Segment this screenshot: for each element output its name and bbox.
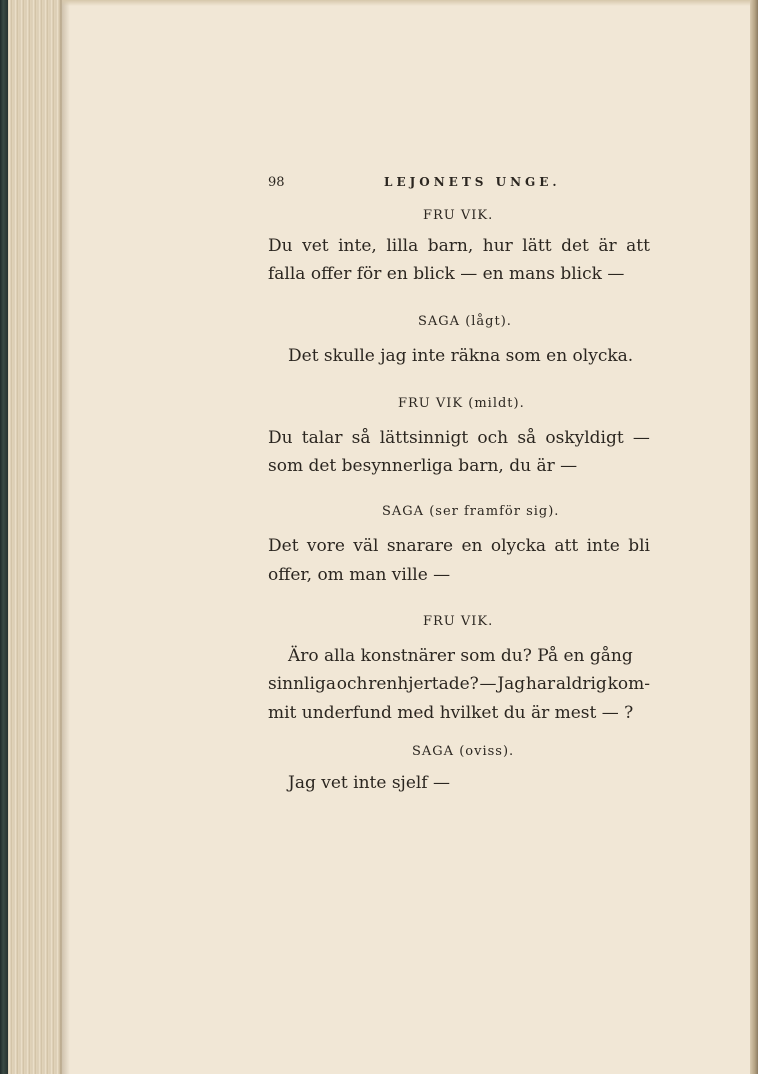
word: inte,	[338, 236, 377, 256]
page-right-edge	[750, 0, 758, 1074]
page-top-edge	[62, 0, 752, 6]
word: vore	[306, 536, 345, 556]
page-number: 98	[268, 175, 285, 190]
speaker-heading: SAGA (lågt).	[418, 314, 512, 329]
word: talar	[301, 428, 343, 448]
word: kom-	[607, 674, 650, 694]
word: är	[598, 236, 617, 256]
dialogue-line	[268, 428, 650, 448]
dialogue-line	[268, 536, 650, 556]
word: så	[517, 428, 537, 448]
gutter-shadow	[60, 0, 70, 1074]
word: vet	[302, 236, 329, 256]
word: lilla	[386, 236, 419, 256]
dialogue-line: Jag vet inte sjelf —	[288, 773, 451, 793]
word: inte	[586, 536, 620, 556]
dialogue-line: mit underfund med hvilket du är mest — ?	[268, 703, 634, 723]
word: bli	[628, 536, 650, 556]
word: Det	[268, 536, 299, 556]
speaker-heading: SAGA (ser framför sig).	[382, 504, 560, 519]
word: aldrig	[555, 674, 607, 694]
dialogue-line: falla offer för en blick — en mans blick —	[268, 264, 625, 284]
speaker-heading: SAGA (oviss).	[412, 744, 515, 759]
word: att	[626, 236, 650, 256]
word: en	[461, 536, 483, 556]
word: och	[336, 674, 368, 694]
word: renhjertade?	[368, 674, 479, 694]
dialogue-line: som det besynnerliga barn, du är —	[268, 456, 578, 476]
word: olycka	[490, 536, 547, 556]
dialogue-line: Äro alla konstnärer som du? På en gång	[288, 646, 633, 666]
word: snarare	[386, 536, 454, 556]
word: Jag	[497, 674, 526, 694]
word: barn,	[427, 236, 474, 256]
dialogue-line: offer, om man ville —	[268, 565, 451, 585]
word: —	[632, 428, 650, 448]
dialogue-line	[268, 236, 650, 256]
word: sinnliga	[268, 674, 336, 694]
running-title: LEJONETS UNGE.	[384, 175, 561, 189]
word: —	[479, 674, 497, 694]
book-binding	[0, 0, 8, 1074]
page-stack-edge	[8, 0, 64, 1074]
word: Du	[268, 236, 293, 256]
word: så	[351, 428, 371, 448]
speaker-heading: FRU VIK.	[423, 208, 494, 223]
word: att	[554, 536, 579, 556]
dialogue-line	[268, 674, 650, 694]
word: hur	[482, 236, 513, 256]
word: lättsinnigt	[379, 428, 469, 448]
word: Du	[268, 428, 293, 448]
dialogue-line: Det skulle jag inte räkna som en olycka.	[288, 346, 634, 366]
word: det	[561, 236, 589, 256]
word: oskyldigt	[545, 428, 624, 448]
word: och	[477, 428, 509, 448]
word: har	[525, 674, 556, 694]
word: lätt	[522, 236, 552, 256]
speaker-heading: FRU VIK.	[423, 614, 494, 629]
speaker-heading: FRU VIK (mildt).	[398, 396, 525, 411]
word: väl	[353, 536, 379, 556]
